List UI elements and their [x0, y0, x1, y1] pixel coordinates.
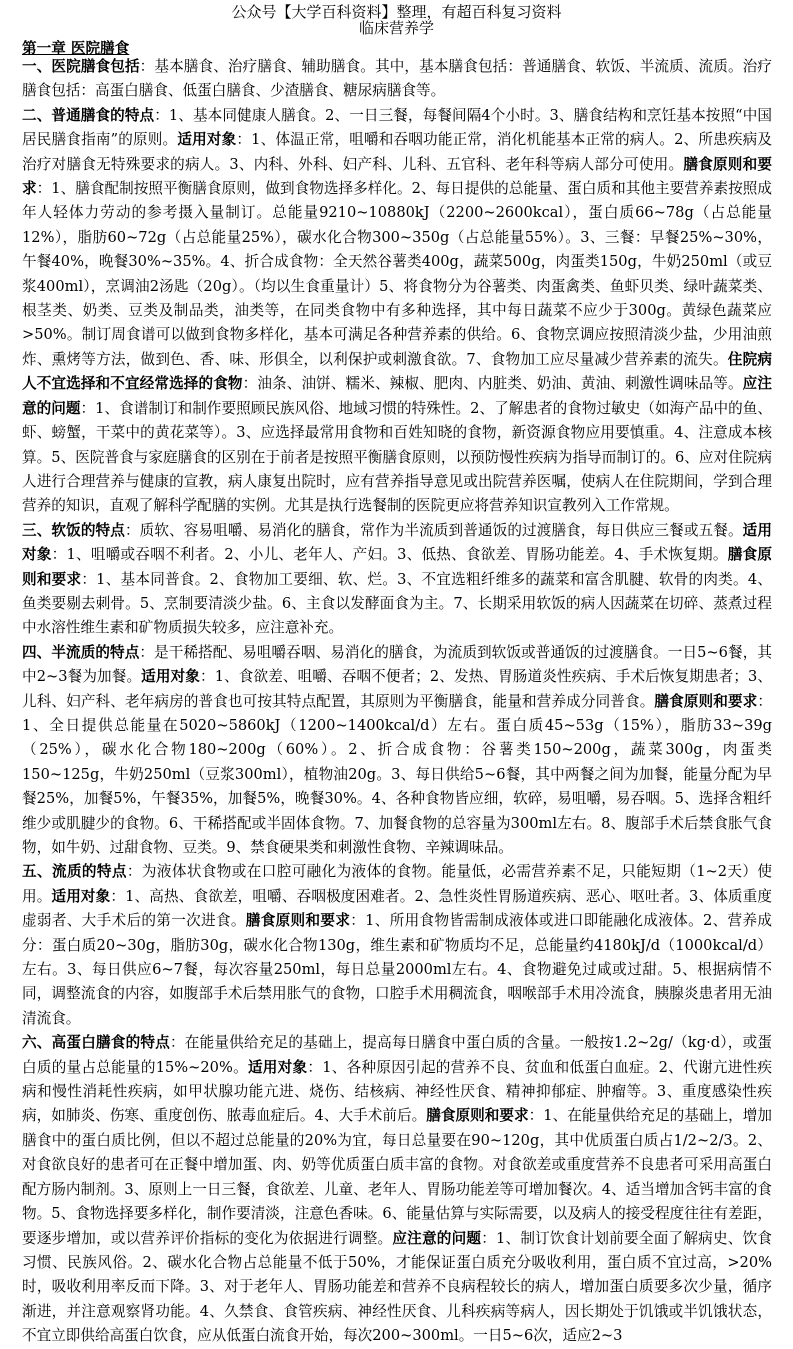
section-heading: 适用对象	[177, 131, 237, 149]
section-text: ：1、制订饮食计划前要全面了解病史、饮食习惯、民族风俗。2、碳水化合物占总能量不低于50%，才能保证蛋白质充分吸收利用，蛋白质不宜过高，>20%时，吸收利用率反而下降。3、对于老年人、胃肠功能差和营养不良病程较长的病人，增加蛋白质要多次少量，循序渐进，并注意观察肾功能。4、久禁食、食管疾病、神经性厌食、儿科疾病等病人，因长期处于饥饿或半饥饿状态，不宜立即供给高蛋白饮食，应从低蛋白流食开始，每次200~300ml。一日5~6次，适应2~3	[22, 1229, 772, 1345]
section-paragraph	[22, 860, 772, 1031]
section-text: ：1、基本同普食。2、食物加工要细、软、烂。3、不宜选粗纤维多的蔬菜和富含肌腱、软骨的肉类。4、鱼类要剔去刺骨。5、烹制要清淡少盐。6、主食以发酵面食为主。7、长期采用软饭的病人因蔬菜在切碎、蒸煮过程中水溶性维生素和矿物质损失较多，应注意补充。	[22, 570, 772, 637]
section-heading: 适用对象	[247, 1058, 308, 1076]
section-text: ：1、全日提供总能量在5020~5860kJ（1200~1400kcal/d）左右。蛋白质45~53g（15%），脂肪33~39g（25%），碳水化合物180~200g（60%）。2、折合成食物：谷薯类150~200g，蔬菜300g，肉蛋类150~125g，牛奶250ml（豆浆300ml），植物油20g。3、每日供给5~6餐，其中两餐之间为加餐，能量分配为早餐25%，加餐5%，午餐35%，加餐5%，晚餐30%。4、各种食物皆应细，软碎，易咀嚼，易吞咽。5、选择含粗纤维少或肌腱少的食物。6、干稀搭配或半固体食物。7、加餐食物的总容量为300ml左右。8、腹部手术后禁食胀气食物，如牛奶、过甜食物、豆类。9、禁食硬果类和刺激性食物、辛辣调味品。	[22, 692, 772, 856]
section-heading: 膳食原则和要求	[654, 692, 758, 710]
document-body	[22, 55, 772, 1349]
section-text: ：1、高热、食欲差，咀嚼、吞咽极度困难者。2、急性炎性胃肠道疾病、恶心、呕吐者。3、体质重度虚弱者、大手术后的第一次进食。	[22, 887, 772, 930]
section-heading: 二、普通膳食的特点	[22, 106, 155, 124]
section-text: ：1、所用食物皆需制成液体或进口即能融化成液体。2、营养成分：蛋白质20~30g，脂肪30g，碳水化合物130g，维生素和矿物质均不足，总能量约4180kJ/d（1000kcal/d）左右。3、每日供应6~7餐，每次容量250ml，每日总量2000ml左右。4、食物避免过咸或过甜。5、根据病情不同，调整流食的内容，如腹部手术后禁用胀气的食物，口腔手术用稠流食，咽喉部手术用冷流食，胰腺炎患者用无油清流食。	[22, 912, 772, 1027]
section-text: ：1、各种原因引起的营养不良、贫血和低蛋白血症。2、代谢亢进性疾病和慢性消耗性疾病，如甲状腺功能亢进、烧伤、结核病、神经性厌食、精神抑郁症、肿瘤等。3、重度感染性疾病，如肺炎、伤寒、重度创伤、脓毒血症后。4、大手术前后。	[22, 1058, 772, 1125]
section-text: ：1、体温正常，咀嚼和吞咽功能正常，消化机能基本正常的病人。2、所患疾病及治疗对膳食无特殊要求的病人。3、内科、外科、妇产科、儿科、五官科、老年科等病人部分可使用。	[22, 131, 772, 173]
section-text: ：在能量供给充足的基础上，提高每日膳食中蛋白质的含量。一般按1.2~2g/（kg·d），或蛋白质的量占总能量的15%~20%。	[22, 1034, 772, 1076]
section-text: ：1、膳食配制按照平衡膳食原则，做到食物选择多样化。2、每日提供的总能量、蛋白质和其他主要营养素按照成年人轻体力劳动的参考摄入量制订。总能量9210~10880kJ（2200~2600kcal），蛋白质66~78g（占总能量12%），脂肪60~72g（占总能量25%），碳水化合物300~350g（占总能量55%）。3、三餐：早餐25%~30%，午餐40%，晚餐30%~35%。4、折合成食物：全天然谷薯类400g，蔬菜500g，肉蛋类150g，牛奶250ml（或豆浆400ml），烹调油2汤匙（20g）。（均以生食重量计）5、将食物分为谷薯类、肉蛋禽类、鱼虾贝类、绿叶蔬菜类、根茎类、奶类、豆类及制品类，油类等，在同类食物中有多种选择，其中每日蔬菜不应少于300g。黄绿色蔬菜应>50%。制订周食谱可以做到食物多样化，基本可满足各种营养素的供给。6、食物烹调应按照清淡少盐，少用油煎炸、熏烤等方法，做到色、香、味、形俱全，以利保护或刺激食欲。7、食物加工应尽量减少营养素的流失。	[22, 180, 772, 368]
section-heading: 五、流质的特点	[22, 863, 127, 881]
section-paragraph	[22, 519, 772, 641]
chapter-title: 第一章 医院膳食	[22, 40, 130, 57]
section-heading: 四、半流质的特点	[22, 643, 140, 661]
section-text: ：1、基本同健康人膳食。2、一日三餐，每餐间隔4个小时。3、膳食结构和烹饪基本按照“中国居民膳食指南”的原则。	[22, 106, 772, 149]
section-heading: 膳食原则和要求	[22, 155, 772, 198]
section-heading: 一、医院膳食包括	[22, 58, 140, 75]
section-text: ：为液体状食物或在口腔可融化为液体的食物。能量低，必需营养素不足，只能短期（1~2天）使用。	[22, 863, 772, 905]
section-heading: 适用对象	[22, 521, 772, 564]
section-paragraph	[22, 55, 772, 104]
section-text: ：1、食谱制订和制作要照顾民族风俗、地域习惯的特殊性。2、了解患者的食物过敏史（如海产品中的鱼、虾、螃蟹，干菜中的黄花菜等）。3、应选择最常用食物和百姓知晓的食物，新资源食物应用要慎重。4、注意成本核算。5、医院普食与家庭膳食的区别在于前者是按照平衡膳食原则，以预防慢性疾病为指导而制订的。6、应对住院病人进行合理营养与健康的宣教，病人康复出院时，应有营养指导意见或出院营养医嘱，使病人在住院期间，学到合理营养的知识，直观了解科学配膳的实例。尤其是执行选餐制的医院更应将营养知识宣教列入工作常规。	[22, 399, 772, 515]
document-title: 临床营养学	[358, 19, 434, 37]
section-paragraph	[22, 1031, 772, 1348]
section-heading: 膳食原则和要求	[22, 546, 772, 588]
section-text: ：基本膳食、治疗膳食、辅助膳食。其中，基本膳食包括：普通膳食、软饭、半流质、流质。治疗膳食包括：高蛋白膳食、低蛋白膳食、少渣膳食、糖尿病膳食等。	[22, 58, 772, 100]
section-text: ：1、在能量供给充足的基础上，增加膳食中的蛋白质比例，但以不超过总能量的20%为宜，每日总量要在90~120g，其中优质蛋白质占1/2~2/3。2、对食欲良好的患者可在正餐中增加蛋、肉、奶等优质蛋白质丰富的食物。对食欲差或重度营养不良患者可采用高蛋白配方肠内制剂。3、原则上一日三餐，食欲差、儿童、老年人、胃肠功能差等可增加餐次。4、适当增加含钙丰富的食物。5、食物选择要多样化，制作要清淡，注意色香味。6、能量估算与实际需要，以及病人的接受程度往往有差距，要逐步增加，或以营养评价指标的变化为依据进行调整。	[22, 1107, 773, 1247]
section-heading: 膳食原则和要求	[426, 1107, 529, 1125]
section-heading: 膳食原则和要求	[245, 912, 351, 930]
section-text: ：质软、容易咀嚼、易消化的膳食，常作为半流质到普通饭的过渡膳食，每日供应三餐或五餐。	[124, 521, 743, 539]
section-text: ：油条、油饼、糯米、辣椒、肥肉、内脏类、奶油、黄油、刺激性调味品等。	[242, 375, 743, 393]
section-text: ：1、食欲差、咀嚼、吞咽不便者；2、发热、胃肠道炎性疾病、手术后恢复期患者；3、儿科、妇产科、老年病房的普食也可按其特点配置，其原则为平衡膳食，能量和营养成分同普食。	[22, 668, 772, 710]
page-header	[0, 4, 793, 36]
section-heading: 适用对象	[141, 668, 200, 686]
section-heading: 应注意的问题	[22, 375, 772, 417]
section-heading: 住院病人不宜选择和不宜经常选择的食物	[22, 350, 772, 393]
section-heading: 适用对象	[51, 887, 111, 905]
section-heading: 应注意的问题	[392, 1229, 482, 1247]
section-text: ：1、咀嚼或吞咽不利者。2、小儿、老年人、产妇。3、低热、食欲差、胃肠功能差。4、手术恢复期。	[51, 546, 728, 564]
header-source-line: 公众号【大学百科资料】整理，有超百科复习资料	[231, 3, 562, 21]
section-heading: 六、高蛋白膳食的特点	[22, 1034, 170, 1052]
section-paragraph	[22, 104, 772, 519]
section-text: ：是干稀搭配、易咀嚼吞咽、易消化的膳食，为流质到软饭或普通饭的过渡膳食。一日5~6餐，其中2~3餐为加餐。	[22, 643, 772, 686]
section-heading: 三、软饭的特点	[22, 521, 125, 539]
section-paragraph	[22, 641, 772, 861]
